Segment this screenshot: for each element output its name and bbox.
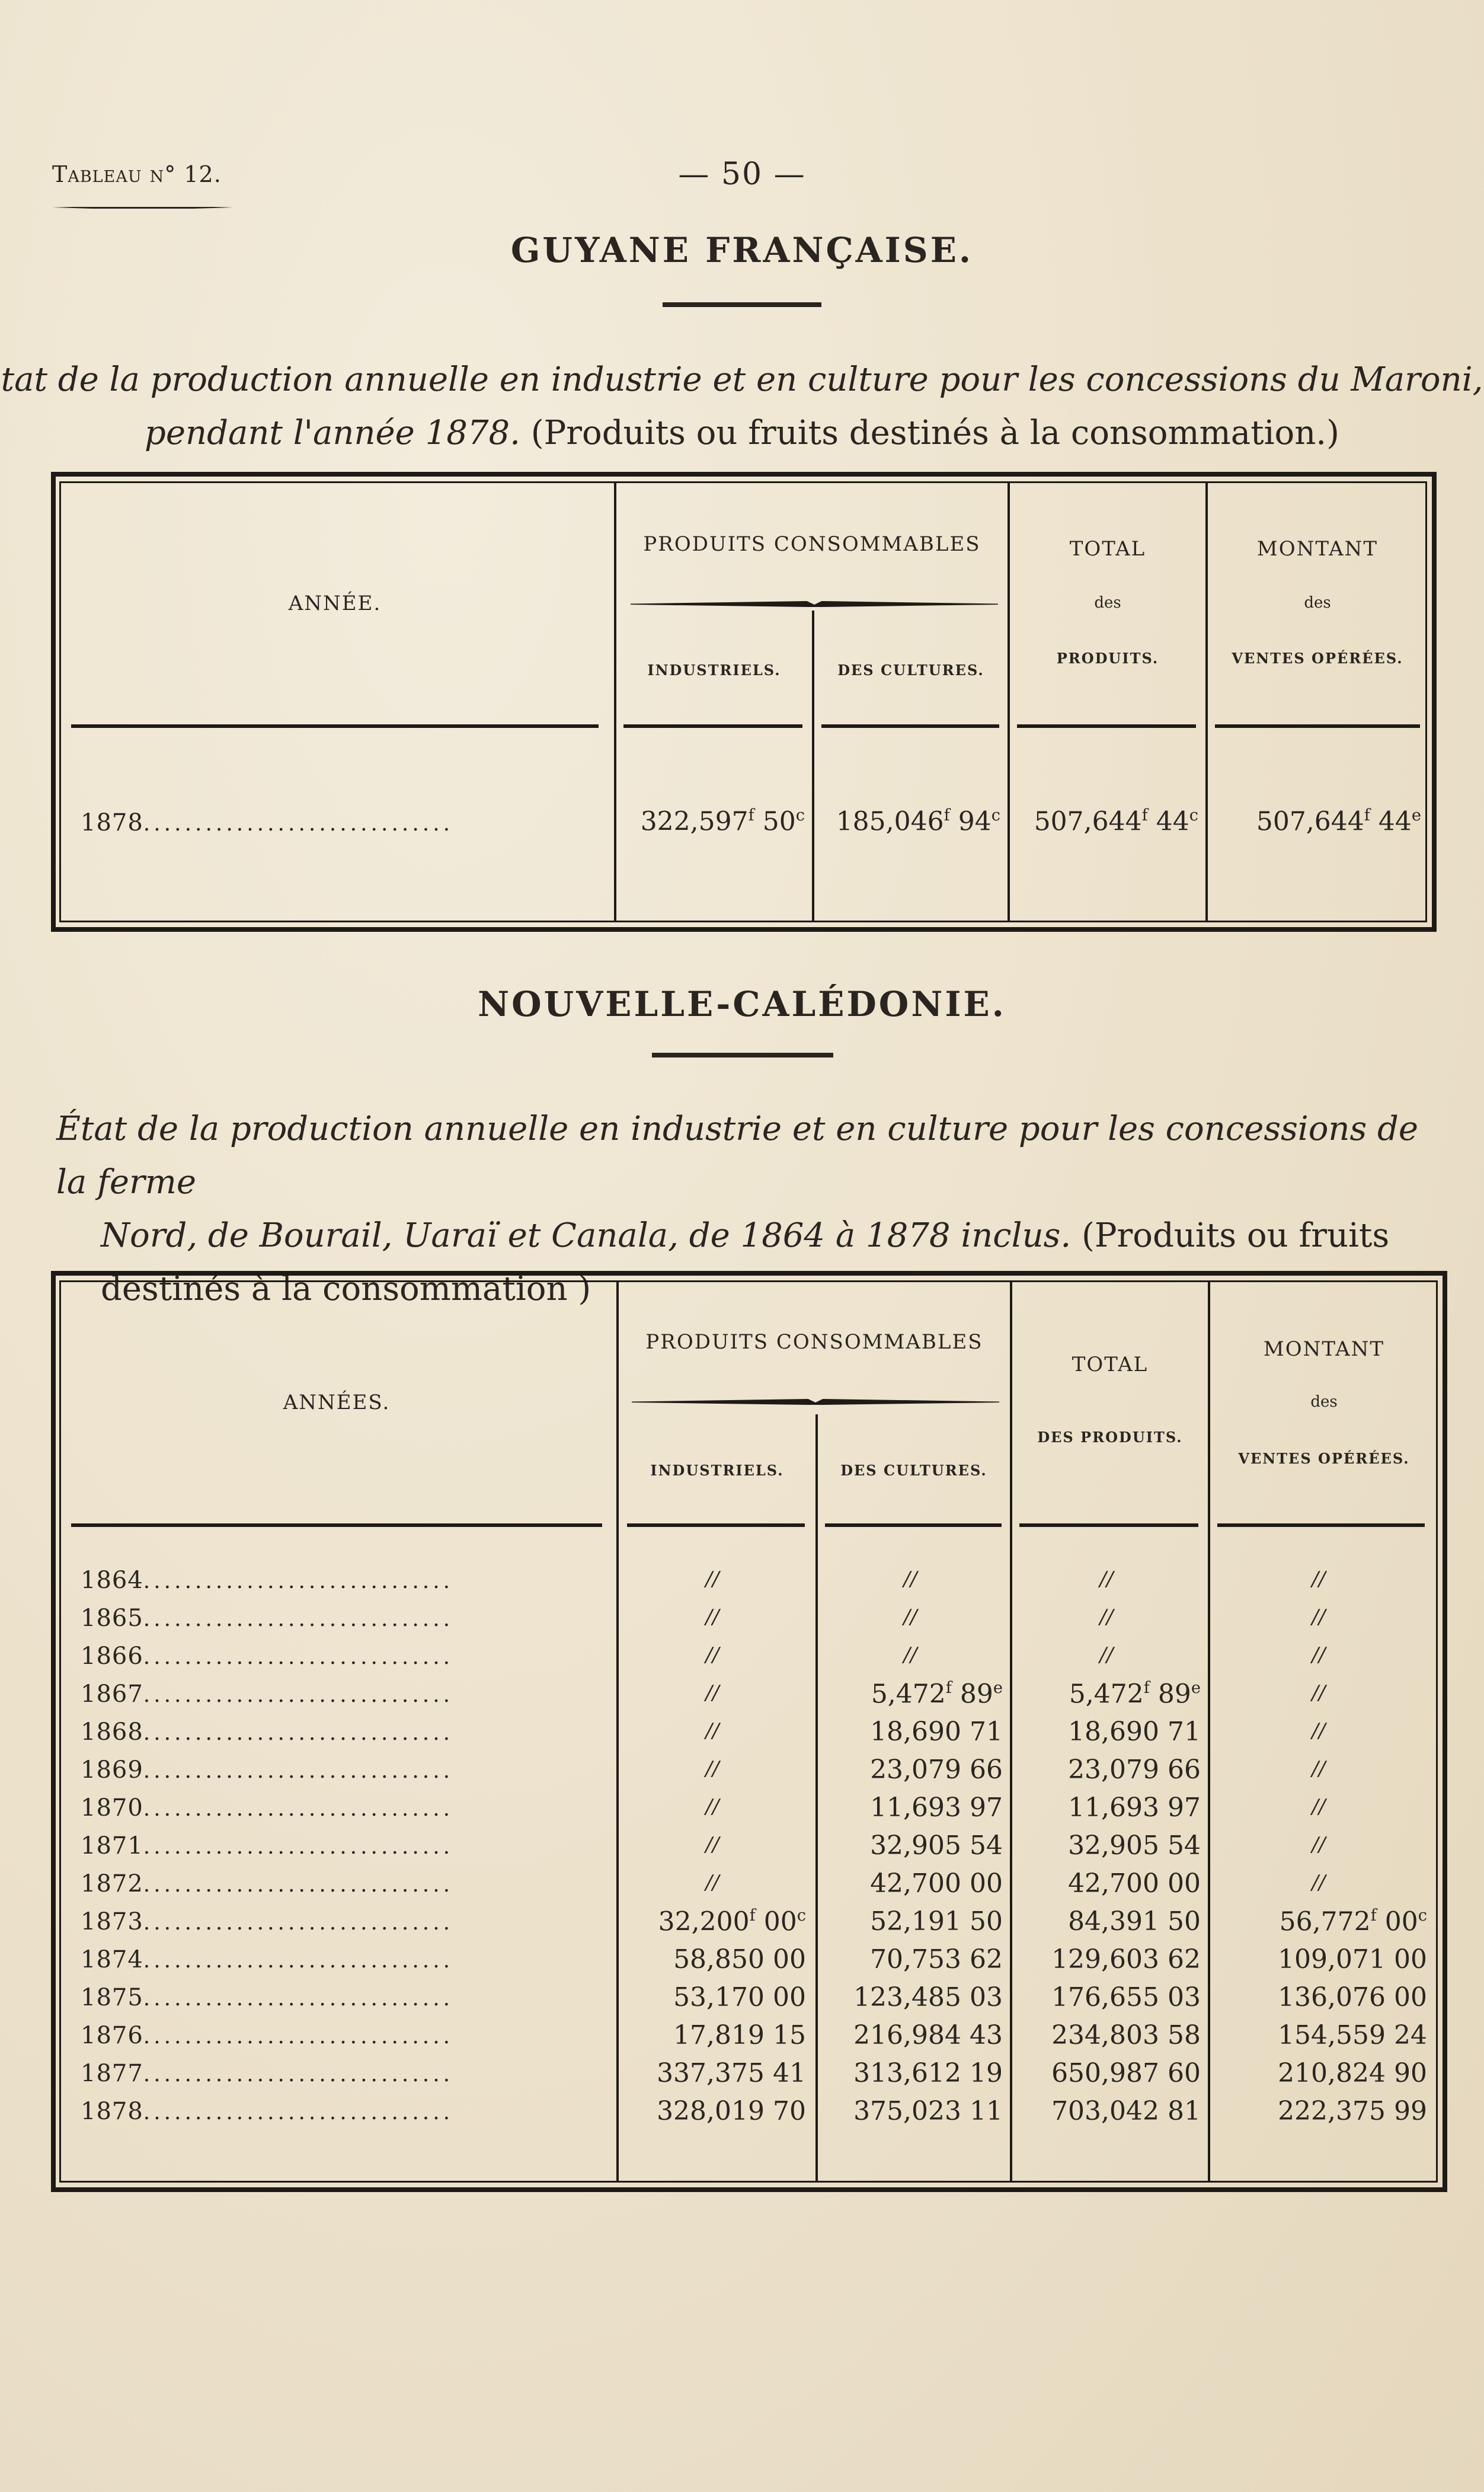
caledonie-header-montant: MONTANT bbox=[1263, 1337, 1385, 1361]
guyane-row-cultures: 185,046$^f$ 94$^c$ bbox=[836, 806, 1000, 837]
guyane-header-total-des: des bbox=[1094, 594, 1121, 612]
table-cell-ind: // bbox=[705, 1795, 719, 1819]
guyane-header-cultures: DES CULTURES. bbox=[837, 662, 984, 679]
table-cell-ind: 32,200$^f$ 00$^c$ bbox=[658, 1906, 806, 1937]
table-cell-cul: 32,905 54 bbox=[870, 1830, 1003, 1861]
table-row-year: 1865.............................. bbox=[81, 1605, 454, 1632]
table-cell-cul: 52,191 50 bbox=[870, 1906, 1003, 1937]
caledonie-header-rule-5 bbox=[1217, 1523, 1425, 1527]
table-cell-cul: // bbox=[903, 1643, 917, 1667]
guyane-title-rule bbox=[663, 302, 821, 307]
table-cell-mon: 154,559 24 bbox=[1278, 2020, 1427, 2050]
table-cell-cul: 11,693 97 bbox=[870, 1793, 1003, 1823]
table-cell-cul: 123,485 03 bbox=[853, 1982, 1003, 2012]
caledonie-header-rule-2 bbox=[627, 1523, 805, 1527]
table-row-year: 1864.............................. bbox=[81, 1567, 454, 1594]
table-cell-tot: 5,472$^f$ 89e bbox=[1069, 1679, 1201, 1710]
table-cell-tot: // bbox=[1099, 1605, 1114, 1629]
caledonie-caption-line3: destinés à la consommation ) bbox=[101, 1270, 591, 1308]
table-cell-ind: // bbox=[705, 1757, 719, 1781]
table-cell-mon: 56,772$^f$ 00$^c$ bbox=[1279, 1906, 1427, 1937]
caledonie-table-body bbox=[0, 1565, 1484, 2134]
table-row-year: 1872.............................. bbox=[81, 1870, 454, 1897]
table-row-year: 1874.............................. bbox=[81, 1946, 454, 1973]
table-cell-ind: 17,819 15 bbox=[673, 2020, 806, 2050]
guyane-header-montant-des: des bbox=[1304, 594, 1331, 612]
table-cell-tot: 32,905 54 bbox=[1068, 1830, 1201, 1861]
table-cell-cul: 5,472$^f$ 89e bbox=[871, 1679, 1003, 1710]
caledonie-header-ventes: VENTES OPÉRÉES. bbox=[1238, 1450, 1410, 1467]
table-row-year: 1873.............................. bbox=[81, 1908, 454, 1935]
guyane-row-montant: 507,644$^f$ 44e bbox=[1256, 806, 1421, 837]
caledonie-header-produits: PRODUITS CONSOMMABLES bbox=[645, 1330, 983, 1354]
table-cell-tot: // bbox=[1099, 1567, 1114, 1591]
table-cell-mon: // bbox=[1312, 1681, 1326, 1705]
caledonie-title-rule bbox=[652, 1053, 833, 1057]
table-cell-ind: // bbox=[705, 1833, 719, 1857]
guyane-header-rule-5 bbox=[1215, 724, 1420, 728]
table-cell-mon: // bbox=[1312, 1567, 1326, 1591]
guyane-title: GUYANE FRANÇAISE. bbox=[510, 230, 974, 270]
table-cell-tot: 703,042 81 bbox=[1051, 2096, 1201, 2126]
caledonie-header-annees: ANNÉES. bbox=[283, 1391, 391, 1414]
page-number: — 50 — bbox=[678, 156, 806, 192]
caledonie-header-montant-des: des bbox=[1310, 1393, 1338, 1411]
caledonie-header-rule-1 bbox=[71, 1523, 602, 1527]
table-row-year: 1869.............................. bbox=[81, 1756, 454, 1784]
table-cell-ind: // bbox=[705, 1681, 719, 1705]
table-cell-cul: 375,023 11 bbox=[853, 2096, 1003, 2126]
table-cell-ind: // bbox=[705, 1871, 719, 1894]
table-cell-mon: // bbox=[1312, 1757, 1326, 1781]
table-cell-tot: 23,079 66 bbox=[1068, 1755, 1201, 1785]
caledonie-header-total-produits: DES PRODUITS. bbox=[1037, 1429, 1183, 1446]
table-cell-cul: 18,690 71 bbox=[870, 1717, 1003, 1747]
table-cell-ind: 328,019 70 bbox=[657, 2096, 806, 2126]
table-cell-ind: // bbox=[705, 1605, 719, 1629]
table-cell-ind: // bbox=[705, 1567, 719, 1591]
table-cell-tot: 18,690 71 bbox=[1068, 1717, 1201, 1747]
caledonie-header-rule-3 bbox=[825, 1523, 1002, 1527]
caledonie-header-industriels: INDUSTRIELS. bbox=[650, 1462, 784, 1479]
table-cell-tot: 176,655 03 bbox=[1051, 1982, 1201, 2012]
table-row-year: 1875.............................. bbox=[81, 1984, 454, 2011]
table-row-year: 1871.............................. bbox=[81, 1832, 454, 1860]
table-cell-mon: // bbox=[1312, 1871, 1326, 1894]
table-row-year: 1876.............................. bbox=[81, 2022, 454, 2049]
guyane-header-total: TOTAL bbox=[1069, 537, 1146, 561]
guyane-header-rule-4 bbox=[1017, 724, 1196, 728]
table-cell-tot: 42,700 00 bbox=[1068, 1868, 1201, 1899]
table-cell-ind: 53,170 00 bbox=[673, 1982, 806, 2012]
caledonie-caption-line1: État de la production annuelle en industrie et en culture pour les concessions de la ferme bbox=[56, 1110, 1419, 1202]
table-cell-cul: // bbox=[903, 1567, 917, 1591]
table-cell-mon: // bbox=[1312, 1833, 1326, 1857]
caledonie-header-cultures: DES CULTURES. bbox=[840, 1462, 987, 1479]
table-cell-mon: 222,375 99 bbox=[1278, 2096, 1427, 2126]
table-cell-ind: 337,375 41 bbox=[657, 2058, 806, 2088]
guyane-row-industriels: 322,597$^f$ 50$^c$ bbox=[640, 806, 805, 837]
table-cell-mon: // bbox=[1312, 1643, 1326, 1667]
guyane-header-montant: MONTANT bbox=[1256, 537, 1379, 561]
table-cell-tot: 129,603 62 bbox=[1051, 1944, 1201, 1975]
guyane-header-rule-2 bbox=[623, 724, 802, 728]
table-cell-tot: 650,987 60 bbox=[1051, 2058, 1201, 2088]
guyane-row-year: 1878.............................. bbox=[81, 809, 454, 836]
guyane-col-divider-2 bbox=[812, 611, 814, 922]
guyane-caption-line1: tat de la production annuelle en industrie et en culture pour les concessions du Maroni, bbox=[1, 360, 1483, 399]
guyane-header-rule-1 bbox=[71, 724, 599, 728]
guyane-caption-line2: pendant l'année 1878. (Produits ou fruits destinés à la consommation.) bbox=[145, 414, 1339, 452]
table-number-label: Tableau n° 12. bbox=[52, 161, 222, 187]
table-cell-cul: 313,612 19 bbox=[853, 2058, 1003, 2088]
table-cell-cul: 70,753 62 bbox=[870, 1944, 1003, 1975]
table-row-year: 1877.............................. bbox=[81, 2060, 454, 2087]
table-cell-ind: // bbox=[705, 1643, 719, 1667]
table-cell-tot: 84,391 50 bbox=[1068, 1906, 1201, 1937]
label-underline bbox=[52, 205, 233, 210]
table-cell-mon: // bbox=[1312, 1605, 1326, 1629]
table-cell-cul: 216,984 43 bbox=[853, 2020, 1003, 2050]
table-cell-cul: 23,079 66 bbox=[870, 1755, 1003, 1785]
table-cell-tot: 11,693 97 bbox=[1068, 1793, 1201, 1823]
guyane-header-annee: ANNÉE. bbox=[288, 592, 382, 615]
guyane-header-industriels: INDUSTRIELS. bbox=[647, 662, 781, 679]
guyane-header-ventes: VENTES OPÉRÉES. bbox=[1232, 650, 1403, 667]
table-row-year: 1870.............................. bbox=[81, 1794, 454, 1822]
table-cell-mon: // bbox=[1312, 1795, 1326, 1819]
caledonie-header-total: TOTAL bbox=[1072, 1353, 1149, 1376]
table-cell-tot: // bbox=[1099, 1643, 1114, 1667]
table-row-year: 1868.............................. bbox=[81, 1718, 454, 1746]
table-cell-cul: 42,700 00 bbox=[870, 1868, 1003, 1899]
table-cell-mon: // bbox=[1312, 1719, 1326, 1743]
table-cell-ind: // bbox=[705, 1719, 719, 1743]
table-cell-ind: 58,850 00 bbox=[673, 1944, 806, 1975]
table-cell-mon: 109,071 00 bbox=[1278, 1944, 1427, 1975]
guyane-header-produits: PRODUITS CONSOMMABLES bbox=[643, 532, 981, 556]
caledonie-header-rule-4 bbox=[1019, 1523, 1198, 1527]
guyane-header-rule-3 bbox=[821, 724, 999, 728]
table-cell-tot: 234,803 58 bbox=[1051, 2020, 1201, 2050]
table-row-year: 1867.............................. bbox=[81, 1680, 454, 1708]
guyane-row-total: 507,644$^f$ 44$^c$ bbox=[1034, 806, 1198, 837]
table-row-year: 1878.............................. bbox=[81, 2098, 454, 2125]
table-cell-mon: 210,824 90 bbox=[1278, 2058, 1427, 2088]
caledonie-title: NOUVELLE-CALÉDONIE. bbox=[478, 984, 1006, 1024]
table-cell-cul: // bbox=[903, 1605, 917, 1629]
caledonie-caption-line2: Nord, de Bourail, Uaraï et Canala, de 1864 à 1878 inclus. (Produits ou fruits bbox=[101, 1216, 1390, 1255]
table-cell-mon: 136,076 00 bbox=[1278, 1982, 1427, 2012]
guyane-header-total-produits: PRODUITS. bbox=[1056, 650, 1159, 667]
table-row-year: 1866.............................. bbox=[81, 1643, 454, 1670]
